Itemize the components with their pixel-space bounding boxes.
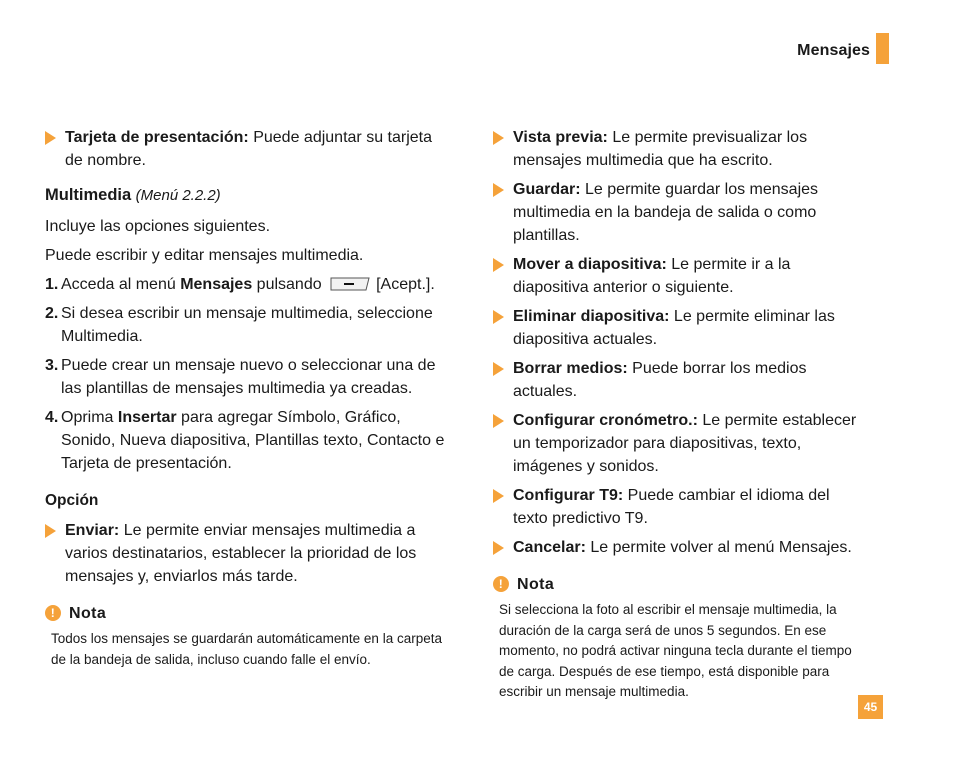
- note-heading: [45, 602, 445, 625]
- step-3: [45, 354, 445, 400]
- paragraph: Puede escribir y editar mensajes multimedia.: [45, 247, 364, 264]
- bullet-cancelar: [493, 536, 865, 559]
- step-4: [45, 406, 445, 475]
- bullet-tarjeta: [45, 126, 445, 172]
- bullet-configurar-cronometro: [493, 409, 865, 478]
- step-number: 3.: [45, 357, 59, 374]
- bullet-arrow-icon: [493, 258, 504, 272]
- bullet-arrow-icon: [493, 183, 504, 197]
- step-number: 1.: [45, 276, 59, 293]
- exclamation-circle-icon: !: [45, 605, 61, 621]
- bullet-borrar-medios: [493, 357, 865, 403]
- bullet-text: Le permite ir a la diapositiva anterior o siguiente.: [513, 256, 791, 296]
- bullet-guardar: [493, 178, 865, 247]
- option-heading: Opción: [45, 492, 99, 509]
- bullet-term: Configurar cronómetro.:: [513, 412, 698, 429]
- bullet-text: Puede cambiar el idioma del texto predictivo T9.: [513, 487, 830, 527]
- left-soft-key-icon: [330, 277, 370, 291]
- exclamation-circle-icon: !: [493, 576, 509, 592]
- bullet-arrow-icon: [493, 414, 504, 428]
- paragraph: Incluye las opciones siguientes.: [45, 218, 271, 235]
- bullet-text: Le permite previsualizar los mensajes multimedia que ha escrito.: [513, 129, 808, 169]
- bullet-term: Tarjeta de presentación:: [65, 129, 249, 146]
- note-title: Nota: [69, 605, 107, 622]
- bullet-configurar-t9: [493, 484, 865, 530]
- step-bold: Mensajes: [180, 276, 253, 293]
- bullet-text: Le permite eliminar las diapositiva actuales.: [513, 308, 835, 348]
- bullet-text: Le permite volver al menú Mensajes.: [585, 539, 852, 556]
- step-bold: Insertar: [117, 409, 177, 426]
- bullet-text: Puede adjuntar su tarjeta de nombre.: [65, 129, 432, 169]
- page-number: 45: [858, 695, 883, 719]
- step-text: [Acept.].: [376, 276, 435, 293]
- bullet-mover-diapositiva: [493, 253, 865, 299]
- bullet-arrow-icon: [493, 310, 504, 324]
- note-body: Todos los mensajes se guardarán automáticamente en la carpeta de la bandeja de salida, incluso cuando falle el envío.: [51, 631, 442, 667]
- bullet-text: Le permite guardar los mensajes multimedia en la bandeja de salida o como plantillas.: [513, 181, 819, 244]
- right-column: [493, 126, 865, 703]
- header-tab-marker: [876, 33, 889, 64]
- bullet-text: Le permite establecer un temporizador para diapositivas, texto, imágenes y sonidos.: [513, 412, 857, 475]
- bullet-enviar: [45, 519, 445, 588]
- note-heading: [493, 573, 865, 596]
- bullet-eliminar-diapositiva: [493, 305, 865, 351]
- note-body: Si selecciona la foto al escribir el mensaje multimedia, la duración de la carga será de unos 5 segundos. En ese momento, no podrá activar ninguna tecla durante el tiempo de carga. Después de ese tiempo, está disponible para escribir un mensaje multimedia.: [499, 602, 852, 699]
- step-text: Oprima: [61, 409, 118, 426]
- bullet-arrow-icon: [493, 489, 504, 503]
- step-2: [45, 302, 445, 348]
- bullet-text: Puede borrar los medios actuales.: [513, 360, 807, 400]
- bullet-term: Vista previa:: [513, 129, 608, 146]
- step-text: Puede crear un mensaje nuevo o seleccionar una de las plantillas de mensajes multimedia ya creadas.: [61, 357, 436, 397]
- bullet-term: Guardar:: [513, 181, 581, 198]
- section-menu-ref: (Menú 2.2.2): [135, 187, 221, 204]
- left-column: [45, 126, 445, 670]
- section-heading: [45, 184, 445, 207]
- bullet-term: Cancelar:: [513, 539, 586, 556]
- bullet-vista-previa: [493, 126, 865, 172]
- bullet-text: Le permite enviar mensajes multimedia a varios destinatarios, establecer la prioridad de los mensajes y, enviarlos más tarde.: [65, 522, 417, 585]
- bullet-term: Borrar medios:: [513, 360, 628, 377]
- step-number: 4.: [45, 409, 59, 426]
- note-title: Nota: [517, 576, 555, 593]
- header-title: Mensajes: [797, 42, 870, 59]
- step-text: para agregar Símbolo, Gráfico, Sonido, Nueva diapositiva, Plantillas texto, Contacto e Tarjeta de presentación.: [61, 409, 445, 472]
- bullet-arrow-icon: [45, 131, 56, 145]
- bullet-term: Configurar T9:: [513, 487, 624, 504]
- step-text: Acceda al menú: [61, 276, 181, 293]
- bullet-term: Eliminar diapositiva:: [513, 308, 670, 325]
- bullet-arrow-icon: [493, 131, 504, 145]
- bullet-term: Mover a diapositiva:: [513, 256, 667, 273]
- bullet-term: Enviar:: [65, 522, 120, 539]
- section-title: Multimedia: [45, 186, 132, 204]
- bullet-arrow-icon: [493, 362, 504, 376]
- step-1: [45, 273, 445, 296]
- step-text: Si desea escribir un mensaje multimedia, seleccione Multimedia.: [61, 305, 433, 345]
- bullet-arrow-icon: [45, 524, 56, 538]
- step-text: pulsando: [252, 276, 322, 293]
- bullet-arrow-icon: [493, 541, 504, 555]
- step-number: 2.: [45, 305, 59, 322]
